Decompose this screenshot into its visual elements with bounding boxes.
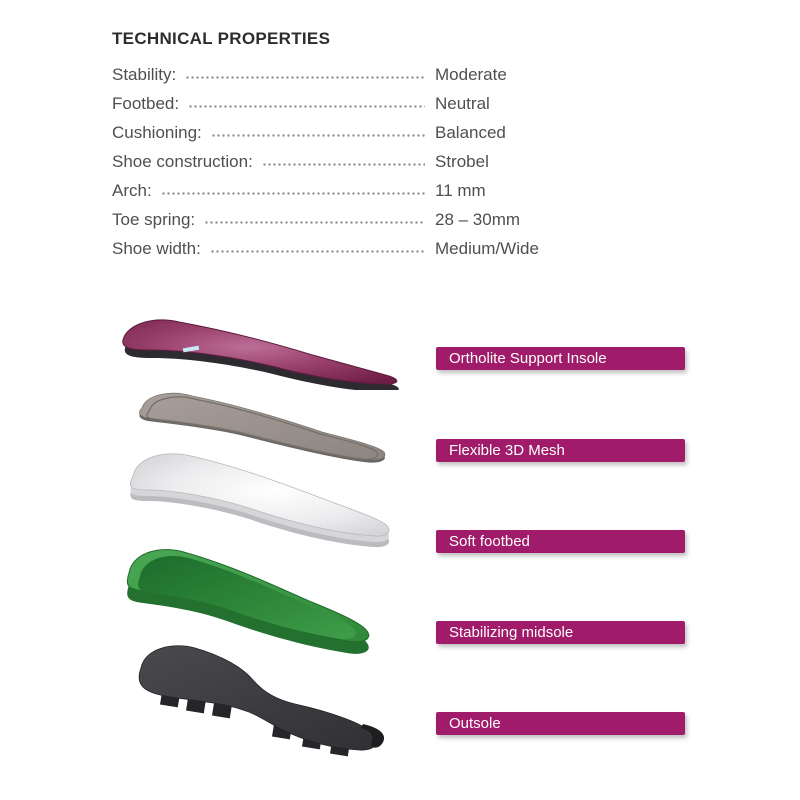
layer-label-text: Flexible 3D Mesh [449, 442, 565, 459]
footbed-layer-image [119, 446, 397, 548]
layer-label-insole [436, 347, 685, 370]
insole-layer-image [113, 314, 403, 390]
spec-label: Shoe width: [112, 239, 201, 258]
layer-label-midsole [436, 621, 685, 644]
spec-label: Cushioning: [112, 123, 202, 142]
spec-label: Toe spring: [112, 210, 196, 229]
outsole-layer-image [125, 640, 393, 762]
spec-label: Footbed: [112, 94, 180, 113]
layer-label-text: Ortholite Support Insole [449, 350, 607, 367]
spec-label: Stability: [112, 65, 177, 84]
spec-label: Arch: [112, 181, 152, 200]
layer-label-outsole [436, 712, 685, 735]
spec-value: 28 – 30mm [435, 210, 521, 229]
section-title: TECHNICAL PROPERTIES [112, 29, 331, 48]
spec-label: Shoe construction: [112, 152, 253, 171]
layer-label-footbed [436, 530, 685, 553]
layer-label-mesh [436, 439, 685, 462]
layer-label-text: Stabilizing midsole [449, 624, 574, 641]
spec-value: Moderate [435, 65, 507, 84]
spec-value: Strobel [435, 152, 489, 171]
layer-label-text: Soft footbed [449, 533, 530, 550]
spec-value: Medium/Wide [435, 239, 539, 258]
layer-label-text: Outsole [449, 715, 501, 732]
spec-value: 11 mm [435, 181, 486, 200]
spec-value: Balanced [435, 123, 506, 142]
spec-value: Neutral [435, 94, 490, 113]
